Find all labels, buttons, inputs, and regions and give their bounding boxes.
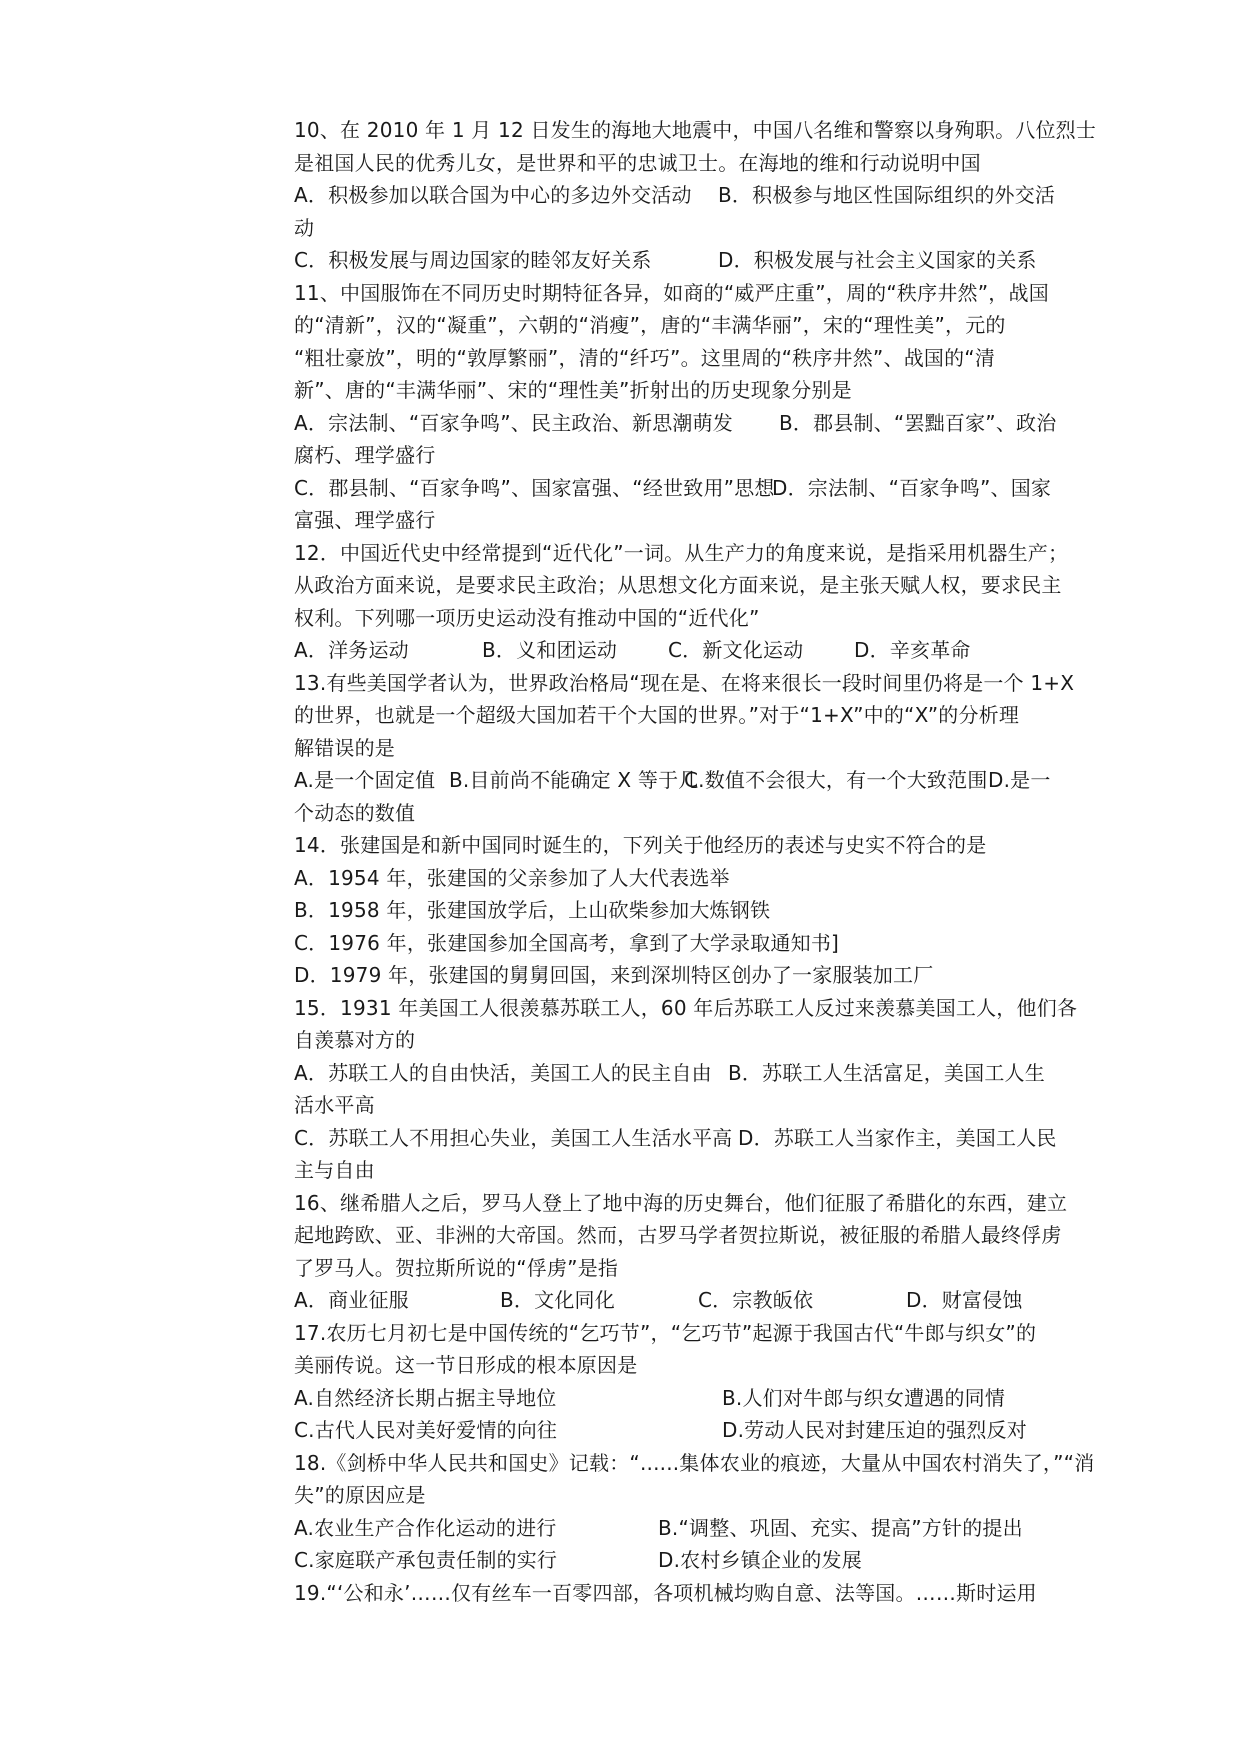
option-b: B．积极参与地区性国际组织的外交活 (718, 183, 1056, 207)
exam-page (294, 114, 1130, 1609)
option-d: D．积极发展与社会主义国家的关系 (718, 248, 1037, 272)
question-stem-line: 10、在 2010 年 1 月 12 日发生的海地大地震中，中国八名维和警察以身殉职。八位烈士 (294, 118, 1097, 142)
option-c: C.古代人民对美好爱情的向往 (294, 1418, 558, 1442)
option-c: C．宗教皈依 (698, 1288, 814, 1312)
question-stem-line: 了罗马人。贺拉斯所说的“俘虏”是指 (294, 1255, 619, 1280)
option-a: A．商业征服 (294, 1288, 409, 1312)
option-b: B．苏联工人生活富足，美国工人生 (728, 1060, 1045, 1085)
option-row (294, 634, 1130, 667)
option-d: D.劳动人民对封建压迫的强烈反对 (722, 1418, 1027, 1442)
option-continuation: 活水平高 (294, 1093, 375, 1117)
option-d: D．1979 年，张建国的舅舅回国，来到深圳特区创办了一家服装加工厂 (294, 963, 934, 987)
question-stem-line: 失”的原因应是 (294, 1483, 426, 1507)
question-11 (294, 277, 1130, 537)
option-b: B．义和团运动 (482, 638, 618, 662)
option-a: A.自然经济长期占据主导地位 (294, 1385, 557, 1410)
question-stem-line: 的世界，也就是一个超级大国加若干个大国的世界。”对于“1+X”中的“X”的分析理 (294, 703, 1020, 727)
option-c: C．积极发展与周边国家的睦邻友好关系 (294, 248, 652, 272)
option-a: A．积极参加以联合国为中心的多边外交活动 (294, 183, 692, 207)
option-row (294, 244, 1130, 277)
question-stem-line: 的“清新”，汉的“凝重”，六朝的“消瘦”，唐的“丰满华丽”，宋的“理性美”，元的 (294, 313, 1006, 337)
option-a: A．洋务运动 (294, 638, 409, 662)
option-d: D．宗法制、“百家争鸣”、国家 (772, 475, 1052, 500)
question-16 (294, 1187, 1130, 1317)
option-continuation: 个动态的数值 (294, 800, 416, 825)
question-13 (294, 667, 1130, 830)
option-c: C.数值不会很大，有一个大致范围 (684, 768, 988, 792)
option-b: B.人们对牛郎与织女遭遇的同情 (722, 1385, 1006, 1410)
question-stem-line: 18.《剑桥中华人民共和国史》记载：“......集体农业的痕迹，大量从中国农村消失了，”“消 (294, 1450, 1095, 1475)
option-a: A．1954 年，张建国的父亲参加了人大代表选举 (294, 865, 730, 890)
question-stem-line: 17.农历七月初七是中国传统的“乞巧节”，“乞巧节”起源于我国古代“牛郎与织女”的 (294, 1320, 1037, 1345)
option-c: C．郡县制、“百家争鸣”、国家富强、“经世致用”思想 (294, 475, 775, 500)
option-a: A.是一个固定值 (294, 768, 436, 792)
option-b: B．郡县制、“罢黜百家”、政治 (779, 410, 1057, 435)
option-row (294, 1057, 1130, 1090)
option-a: A．苏联工人的自由快活，美国工人的民主自由 (294, 1060, 712, 1085)
option-row (294, 1544, 1130, 1577)
option-d: D．苏联工人当家作主，美国工人民 (738, 1125, 1057, 1150)
option-row (294, 407, 1130, 440)
question-12 (294, 537, 1130, 667)
option-d: D．辛亥革命 (854, 638, 971, 662)
option-row (294, 179, 1130, 212)
question-stem-line: 12．中国近代史中经常提到“近代化”一词。从生产力的角度来说，是指采用机器生产； (294, 540, 1069, 565)
question-stem-line: 16、继希腊人之后，罗马人登上了地中海的历史舞台，他们征服了希腊化的东西，建立 (294, 1190, 1068, 1215)
question-10 (294, 114, 1130, 277)
option-d: D.是一 (988, 768, 1051, 792)
option-b: B.目前尚不能确定 X 等于几 (449, 768, 699, 792)
option-row (294, 1382, 1130, 1415)
option-row (294, 1512, 1130, 1545)
question-18 (294, 1447, 1130, 1577)
option-a: A.农业生产合作化运动的进行 (294, 1515, 557, 1540)
question-14 (294, 829, 1130, 992)
question-17 (294, 1317, 1130, 1447)
option-row (294, 1122, 1130, 1155)
question-stem-line: 15．1931 年美国工人很羡慕苏联工人，60 年后苏联工人反过来羡慕美国工人，他们各 (294, 995, 1078, 1020)
question-stem-line: 11、中国服饰在不同历史时期特征各异，如商的“威严庄重”，周的“秩序井然”，战国 (294, 280, 1049, 305)
question-stem-line: 美丽传说。这一节日形成的根本原因是 (294, 1353, 638, 1377)
option-c: C．1976 年，张建国参加全国高考，拿到了大学录取通知书] (294, 930, 840, 955)
option-b: B．文化同化 (500, 1288, 615, 1312)
question-15 (294, 992, 1130, 1187)
question-stem-line: 解错误的是 (294, 735, 395, 760)
question-stem-line: “粗壮豪放”，明的“敦厚繁丽”，清的“纤巧”。这里周的“秩序井然”、战国的“清 (294, 345, 996, 370)
question-stem-line: 从政治方面来说，是要求民主政治；从思想文化方面来说，是主张天赋人权，要求民主 (294, 573, 1062, 597)
option-row (294, 1414, 1130, 1447)
option-continuation: 动 (294, 215, 315, 240)
question-stem-line: 自羡慕对方的 (294, 1028, 416, 1052)
option-continuation: 主与自由 (294, 1158, 375, 1182)
option-row (294, 1284, 1130, 1317)
question-stem-line: 14．张建国是和新中国同时诞生的，下列关于他经历的表述与史实不符合的是 (294, 833, 987, 857)
option-c: C.家庭联产承包责任制的实行 (294, 1548, 558, 1572)
question-19 (294, 1577, 1130, 1610)
question-stem-line: 19.“‘公和永’……仅有丝车一百零四部，各项机械均购自意、法等国。……斯时运用 (294, 1580, 1037, 1605)
option-row (294, 472, 1130, 505)
question-stem-line: 权利。下列哪一项历史运动没有推动中国的“近代化” (294, 605, 760, 630)
option-c: C．新文化运动 (668, 638, 804, 662)
option-d: D．财富侵蚀 (906, 1288, 1023, 1312)
option-row (294, 764, 1130, 797)
option-c: C．苏联工人不用担心失业，美国工人生活水平高 (294, 1125, 733, 1150)
option-continuation: 腐朽、理学盛行 (294, 443, 436, 467)
option-b: B．1958 年，张建国放学后，上山砍柴参加大炼钢铁 (294, 898, 771, 922)
question-stem-line: 新”、唐的“丰满华丽”、宋的“理性美”折射出的历史现象分别是 (294, 378, 852, 402)
question-stem-line: 13.有些美国学者认为，世界政治格局“现在是、在将来很长一段时间里仍将是一个 1+X (294, 670, 1075, 695)
question-stem-line: 是祖国人民的优秀儿女，是世界和平的忠诚卫士。在海地的维和行动说明中国 (294, 150, 981, 175)
option-continuation: 富强、理学盛行 (294, 508, 436, 532)
option-b: B.“调整、巩固、充实、提高”方针的提出 (658, 1515, 1023, 1540)
question-stem-line: 起地跨欧、亚、非洲的大帝国。然而，古罗马学者贺拉斯说，被征服的希腊人最终俘虏 (294, 1223, 1062, 1247)
option-a: A．宗法制、“百家争鸣”、民主政治、新思潮萌发 (294, 410, 734, 435)
option-d: D.农村乡镇企业的发展 (658, 1548, 862, 1572)
